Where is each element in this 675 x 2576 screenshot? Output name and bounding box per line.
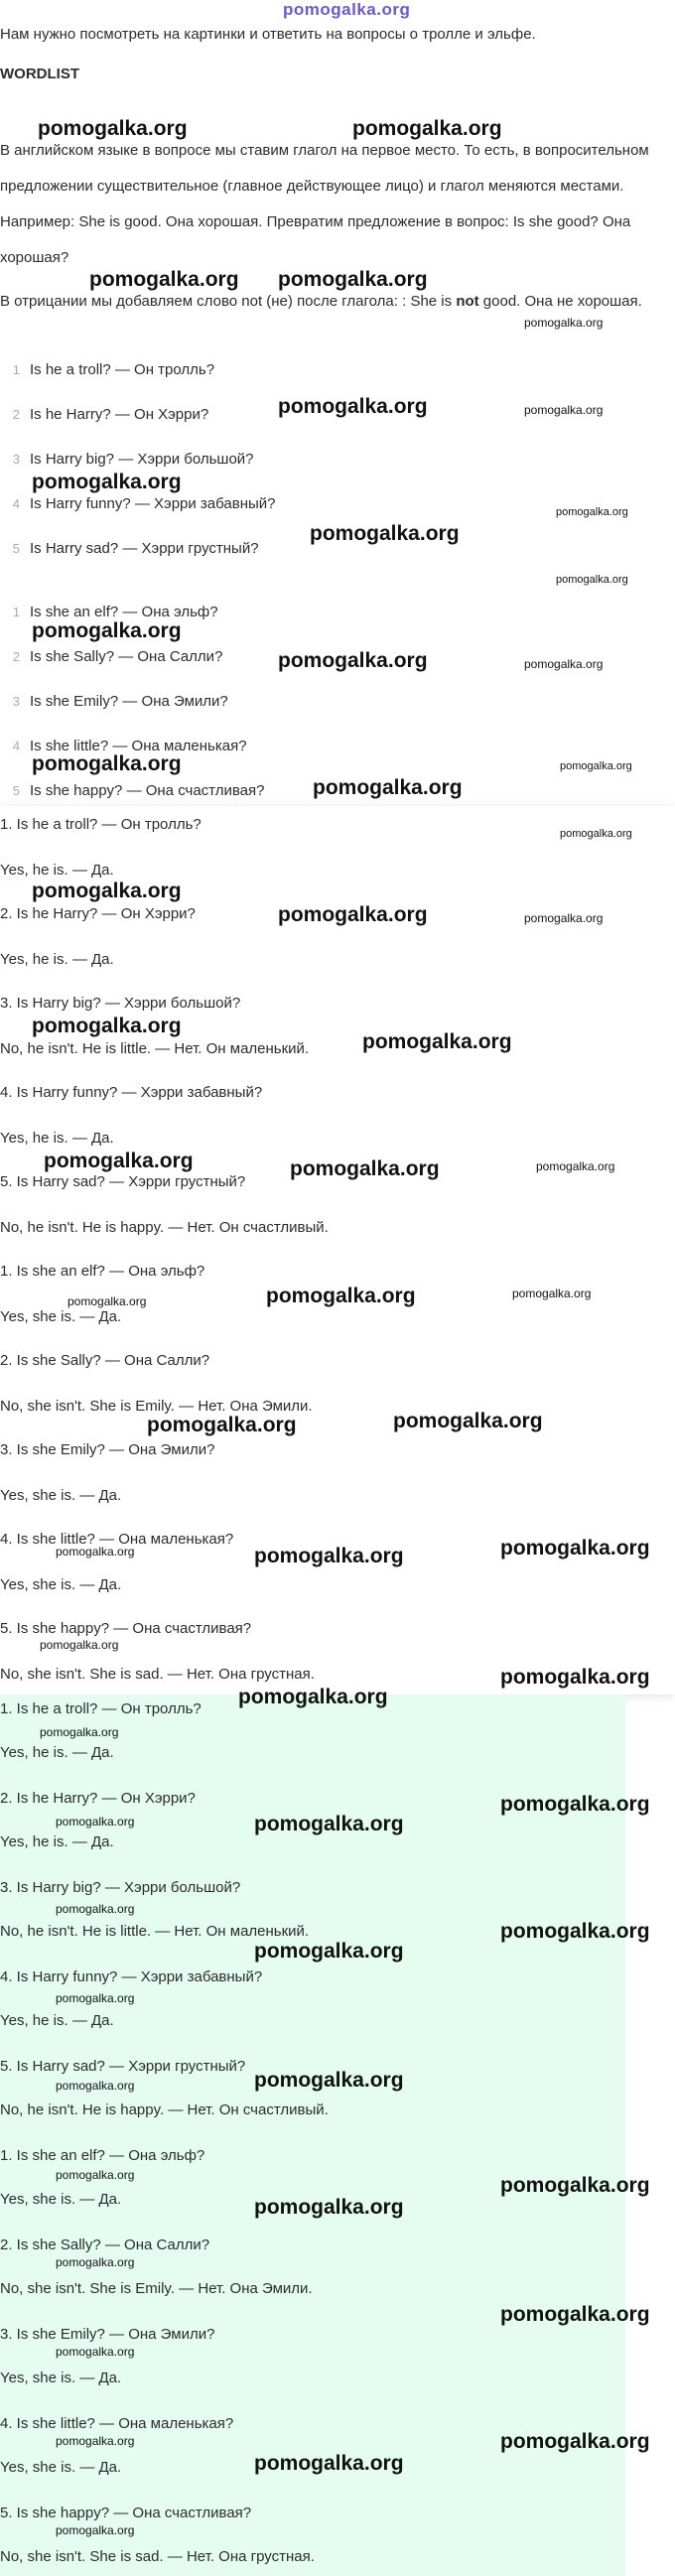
answer-text: Yes, he is. — Да. [0, 951, 114, 968]
answer-question: 3. Is she Emily? — Она Эмили? [0, 2326, 215, 2343]
answer-text: Yes, she is. — Да. [0, 2459, 122, 2476]
answer-text: Yes, she is. — Да. [0, 2370, 122, 2386]
answer-question: 1. Is she an elf? — Она эльф? [0, 1263, 205, 1280]
answer-text: No, he isn't. He is little. — Нет. Он маленький. [0, 1040, 310, 1057]
watermark: pomogalka.org [40, 1638, 119, 1652]
watermark: pomogalka.org [500, 1920, 650, 1943]
watermark: pomogalka.org [38, 117, 188, 140]
watermark: pomogalka.org [56, 1902, 135, 1916]
list-item: 5 Is she happy? — Она счастливая? [12, 782, 265, 799]
watermark: pomogalka.org [278, 649, 428, 672]
list-item: 4 Is she little? — Она маленькая? [12, 738, 247, 754]
watermark: pomogalka.org [254, 2196, 404, 2219]
answer-text: No, he isn't. He is happy. — Нет. Он счастливый. [0, 2101, 329, 2118]
watermark: pomogalka.org [500, 2174, 650, 2197]
answer-question: 2. Is she Sally? — Она Салли? [0, 1352, 210, 1369]
answer-question: 5. Is Harry sad? — Хэрри грустный? [0, 1173, 246, 1190]
watermark: pomogalka.org [56, 2523, 135, 2537]
watermark: pomogalka.org [560, 760, 632, 772]
watermark: pomogalka.org [40, 1725, 119, 1739]
watermark: pomogalka.org [44, 1150, 194, 1172]
answer-text: Yes, she is. — Да. [0, 2191, 122, 2208]
explanation-paragraph-2: В отрицании мы добавляем слово not (не) после глагола: : She is not good. Она не хорошая. [0, 293, 642, 310]
explanation-paragraph-1: В английском языке в вопросе мы ставим глагол на первое место. То есть, в вопросительном предложении существительное (главное действующее лицо) и глагол меняются местами. Например: She is good. Она хорошая. Превратим предложение в вопрос: Is she good? Она хорошая? [0, 142, 649, 266]
answer-question: 3. Is Harry big? — Хэрри большой? [0, 995, 241, 1012]
answer-text: No, she isn't. She is Emily. — Нет. Она Эмили. [0, 2280, 313, 2297]
watermark: pomogalka.org [500, 1793, 650, 1816]
watermark: pomogalka.org [32, 1015, 182, 1037]
watermark: pomogalka.org [56, 2255, 135, 2269]
watermark: pomogalka.org [89, 268, 239, 291]
answer-text: Yes, he is. — Да. [0, 1130, 114, 1147]
answer-text: Yes, he is. — Да. [0, 2012, 114, 2029]
watermark: pomogalka.org [500, 1666, 650, 1689]
watermark: pomogalka.org [560, 828, 632, 840]
list-item: 1 Is she an elf? — Она эльф? [12, 604, 218, 620]
watermark: pomogalka.org [393, 1410, 543, 1432]
answer-question: 5. Is she happy? — Она счастливая? [0, 1620, 252, 1637]
answer-question: 5. Is she happy? — Она счастливая? [0, 2505, 252, 2521]
watermark: pomogalka.org [254, 1940, 404, 1963]
answer-question: 4. Is she little? — Она маленькая? [0, 1531, 234, 1548]
list-item: 4 Is Harry funny? — Хэрри забавный? [12, 495, 276, 512]
watermark: pomogalka.org [254, 1545, 404, 1567]
watermark: pomogalka.org [524, 403, 604, 417]
watermark: pomogalka.org [56, 1815, 135, 1829]
answer-question: 3. Is she Emily? — Она Эмили? [0, 1441, 215, 1458]
watermark: pomogalka.org [254, 1813, 404, 1835]
answer-text: Yes, he is. — Да. [0, 1833, 114, 1850]
answer-text: No, he isn't. He is little. — Нет. Он маленький. [0, 1923, 310, 1940]
list-item: 3 Is Harry big? — Хэрри большой? [12, 451, 254, 468]
watermark: pomogalka.org [500, 1537, 650, 1559]
wordlist-label: WORDLIST [0, 66, 79, 82]
answer-question: 2. Is he Harry? — Он Хэрри? [0, 1790, 196, 1807]
watermark: pomogalka.org [524, 316, 604, 330]
watermark: pomogalka.org [556, 506, 628, 518]
answer-text: Yes, he is. — Да. [0, 1744, 114, 1761]
watermark: pomogalka.org [56, 1545, 135, 1559]
answer-text: No, she isn't. She is sad. — Нет. Она грустная. [0, 2548, 315, 2565]
watermark: pomogalka.org [512, 1287, 592, 1300]
answer-text: Yes, she is. — Да. [0, 1308, 122, 1325]
watermark: pomogalka.org [56, 2079, 135, 2093]
answer-question: 2. Is he Harry? — Он Хэрри? [0, 905, 196, 922]
watermark: pomogalka.org [56, 1991, 135, 2005]
watermark: pomogalka.org [556, 574, 628, 586]
answer-question: 1. Is he a troll? — Он тролль? [0, 816, 202, 833]
site-logo: pomogalka.org [283, 0, 411, 19]
answer-text: Yes, he is. — Да. [0, 862, 114, 879]
watermark: pomogalka.org [524, 911, 604, 925]
watermark: pomogalka.org [32, 619, 182, 642]
answer-text: No, she isn't. She is Emily. — Нет. Она Эмили. [0, 1398, 313, 1415]
list-item: 5 Is Harry sad? — Хэрри грустный? [12, 540, 259, 557]
answer-question: 5. Is Harry sad? — Хэрри грустный? [0, 2058, 246, 2075]
watermark: pomogalka.org [362, 1030, 512, 1053]
list-item: 2 Is he Harry? — Он Хэрри? [12, 406, 209, 423]
list-item: 3 Is she Emily? — Она Эмили? [12, 693, 228, 710]
watermark: pomogalka.org [352, 117, 502, 140]
watermark: pomogalka.org [68, 1294, 147, 1308]
watermark: pomogalka.org [536, 1159, 615, 1173]
list-item: 1 Is he a troll? — Он тролль? [12, 361, 215, 378]
answer-question: 2. Is she Sally? — Она Салли? [0, 2237, 210, 2253]
watermark: pomogalka.org [524, 657, 604, 671]
watermark: pomogalka.org [278, 395, 428, 418]
watermark: pomogalka.org [238, 1686, 388, 1708]
watermark: pomogalka.org [278, 268, 428, 291]
watermark: pomogalka.org [56, 2168, 135, 2182]
list-item: 2 Is she Sally? — Она Салли? [12, 648, 223, 665]
watermark: pomogalka.org [56, 2345, 135, 2359]
answer-text: No, he isn't. He is happy. — Нет. Он счастливый. [0, 1219, 329, 1236]
watermark: pomogalka.org [278, 903, 428, 926]
answer-question: 1. Is she an elf? — Она эльф? [0, 2147, 205, 2164]
not-keyword: not [456, 293, 479, 310]
watermark: pomogalka.org [290, 1157, 440, 1180]
watermark: pomogalka.org [266, 1285, 416, 1307]
watermark: pomogalka.org [313, 776, 463, 799]
watermark: pomogalka.org [32, 880, 182, 902]
answer-question: 3. Is Harry big? — Хэрри большой? [0, 1879, 241, 1896]
answer-question: 4. Is Harry funny? — Хэрри забавный? [0, 1968, 263, 1985]
watermark: pomogalka.org [147, 1414, 297, 1436]
answer-question: 4. Is she little? — Она маленькая? [0, 2415, 234, 2432]
watermark: pomogalka.org [500, 2303, 650, 2326]
watermark: pomogalka.org [56, 2434, 135, 2448]
intro-text: Нам нужно посмотреть на картинки и ответить на вопросы о тролле и эльфе. [0, 26, 536, 43]
answer-text: Yes, she is. — Да. [0, 1487, 122, 1504]
answer-text: No, she isn't. She is sad. — Нет. Она грустная. [0, 1666, 315, 1683]
answer-text: Yes, she is. — Да. [0, 1576, 122, 1593]
watermark: pomogalka.org [32, 752, 182, 775]
watermark: pomogalka.org [310, 522, 460, 545]
answer-question: 1. Is he a troll? — Он тролль? [0, 1700, 202, 1717]
watermark: pomogalka.org [254, 2069, 404, 2092]
watermark: pomogalka.org [500, 2430, 650, 2453]
watermark: pomogalka.org [254, 2452, 404, 2475]
answer-question: 4. Is Harry funny? — Хэрри забавный? [0, 1084, 263, 1101]
watermark: pomogalka.org [32, 471, 182, 493]
